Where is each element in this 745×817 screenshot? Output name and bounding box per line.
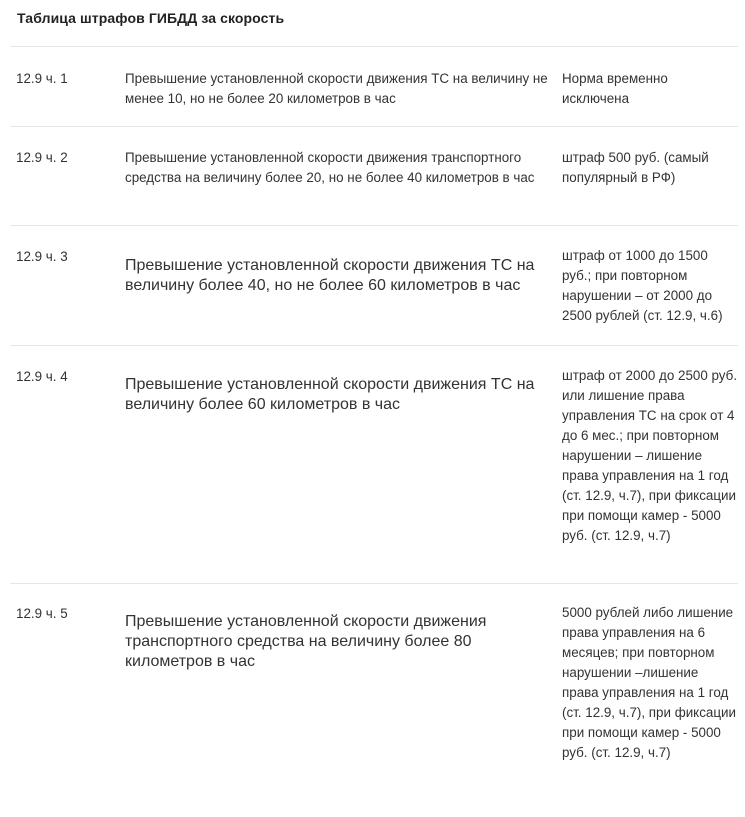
fines-table: [10, 46, 738, 817]
penalty-cell: штраф от 1000 до 1500 руб.; при повторном нарушении – от 2000 до 2500 рублей (ст. 12.9, ч.6): [562, 248, 723, 323]
article-cell: 12.9 ч. 3: [16, 249, 68, 264]
penalty-cell: штраф от 2000 до 2500 руб. или лишение права управления ТС на срок от 4 до 6 мес.; при повторном нарушении – лишение права управления на 1 год (ст. 12.9, ч.7), при фиксации при помощи камер - 5000 руб. (ст. 12.9, ч.7): [562, 368, 738, 543]
penalty-cell: 5000 рублей либо лишение права управления на 6 месяцев; при повторном нарушении –лишение права управления на 1 год (ст. 12.9, ч.7), при фиксации при помощи камер - 5000 руб. (ст. 12.9, ч.7): [562, 605, 736, 760]
table-row: [10, 345, 738, 583]
description-cell: Превышение установленной скорости движения транспортного средства на величину более 20, но не более 40 километров в час: [125, 150, 535, 185]
article-cell: 12.9 ч. 1: [16, 71, 68, 86]
penalty-cell: Норма временно исключена: [562, 71, 668, 106]
page-title: Таблица штрафов ГИБДД за скорость: [17, 10, 285, 26]
description-cell: Превышение установленной скорости движения ТС на величину более 40, но не более 60 километров в час: [125, 257, 535, 294]
penalty-cell: штраф 500 руб. (самый популярный в РФ): [562, 150, 709, 185]
table-row: [10, 583, 738, 817]
description-cell: Превышение установленной скорости движения транспортного средства на величину более 80 километров в час: [125, 613, 487, 670]
table-row: [10, 46, 738, 126]
article-cell: 12.9 ч. 4: [16, 369, 68, 384]
article-cell: 12.9 ч. 5: [16, 606, 68, 621]
description-cell: Превышение установленной скорости движения ТС на величину более 60 километров в час: [125, 376, 535, 413]
table-row: [10, 225, 738, 345]
article-cell: 12.9 ч. 2: [16, 150, 68, 165]
table-row: [10, 126, 738, 225]
description-cell: Превышение установленной скорости движения ТС на величину не менее 10, но не более 20 километров в час: [125, 71, 548, 106]
